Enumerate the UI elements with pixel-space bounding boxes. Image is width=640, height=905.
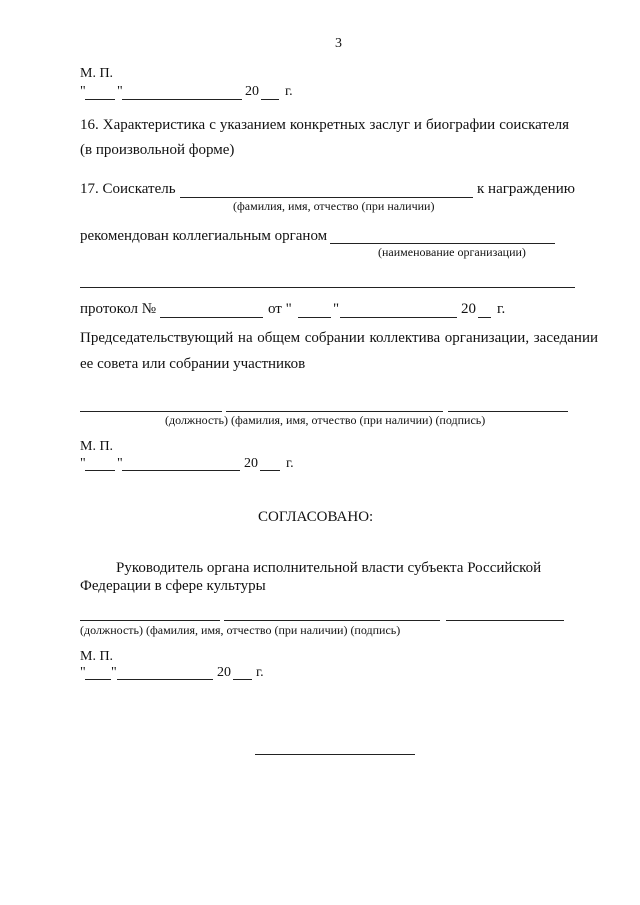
agreed-stamp-label: М. П. (80, 649, 114, 664)
agreed-signature-caption: (должность) (фамилия, имя, отчество (при наличии) (подпись) (80, 623, 401, 637)
chair-signature-line (448, 411, 568, 412)
date-year-line (261, 99, 279, 100)
nominee-name-line (180, 197, 473, 198)
protocol-date-from: от " (268, 301, 292, 317)
org-name-caption: (наименование организации) (378, 245, 526, 259)
chair-position-line (80, 411, 222, 412)
date-year-suffix: г. (285, 84, 293, 99)
org-name-line-2 (80, 287, 575, 288)
protocol-year-prefix: 20 (461, 301, 476, 317)
agreed-date-quote-close: " (111, 665, 117, 680)
agreed-date-month-line (117, 679, 213, 680)
protocol-month-line (340, 317, 457, 318)
agreed-date-year-suffix: г. (256, 665, 264, 680)
item16-text-line1: 16. Характеристика с указанием конкретных заслуг и биографии соискателя (80, 117, 569, 133)
chair-date-quote-close: " (117, 456, 123, 471)
page-number: 3 (335, 36, 342, 51)
agreed-date-year-prefix: 20 (217, 665, 231, 680)
date-year-prefix: 20 (245, 84, 259, 99)
item16-text-line2: (в произвольной форме) (80, 142, 235, 158)
chair-date-year-line (260, 470, 280, 471)
item17-label: 17. Соискатель (80, 181, 176, 197)
protocol-year-line (478, 317, 491, 318)
chair-date-month-line (122, 470, 240, 471)
nominee-name-caption: (фамилия, имя, отчество (при наличии) (233, 199, 435, 213)
date-day-line (85, 99, 115, 100)
chair-text-line2: ее совета или собрании участников (80, 356, 306, 372)
protocol-day-line (298, 317, 331, 318)
chair-date-year-suffix: г. (286, 456, 294, 471)
org-name-line (330, 243, 555, 244)
recommended-text: рекомендован коллегиальным органом (80, 228, 328, 244)
chair-name-line (226, 411, 443, 412)
chair-date-day-line (85, 470, 115, 471)
agreed-position-line (80, 620, 220, 621)
agreed-text-line2: Федерации в сфере культуры (80, 578, 266, 594)
date-quote-open: " (80, 84, 86, 99)
closing-separator (255, 754, 415, 755)
agreed-date-year-line (233, 679, 252, 680)
agreed-signature-line (446, 620, 564, 621)
date-month-line (122, 99, 242, 100)
agreed-title: СОГЛАСОВАНО: (258, 509, 374, 525)
chair-signature-caption: (должность) (фамилия, имя, отчество (при наличии) (подпись) (165, 413, 486, 427)
protocol-year-suffix: г. (497, 301, 506, 317)
item17-tail: к награждению (477, 181, 575, 197)
agreed-name-line (224, 620, 440, 621)
agreed-date-quote-open: " (80, 665, 86, 680)
chair-stamp-label: М. П. (80, 439, 114, 454)
chair-date-year-prefix: 20 (244, 456, 258, 471)
agreed-text-line1: Руководитель органа исполнительной власти субъекта Российской (116, 560, 542, 576)
protocol-label: протокол № (80, 301, 157, 317)
chair-date-quote-open: " (80, 456, 86, 471)
protocol-quote-close: " (333, 301, 340, 317)
stamp-place-label: М. П. (80, 66, 114, 81)
chair-text-line1: Председательствующий на общем собрании коллектива организации, заседании (80, 330, 598, 346)
date-quote-close: " (117, 84, 123, 99)
protocol-number-line (160, 317, 263, 318)
agreed-date-day-line (85, 679, 111, 680)
